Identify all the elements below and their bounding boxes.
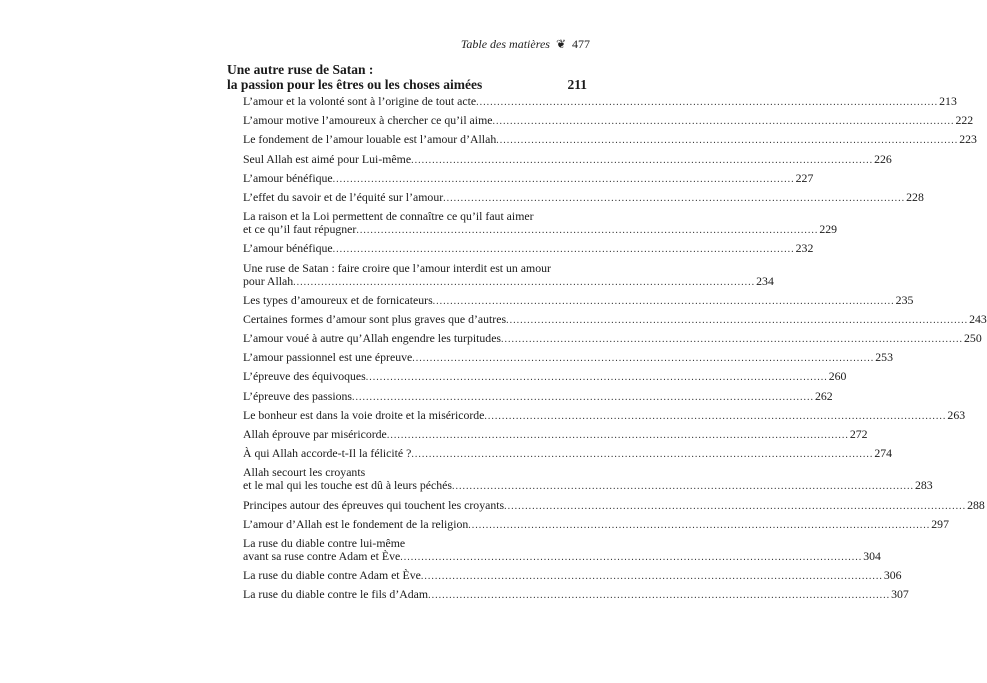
toc-entry-page: 243 <box>969 311 987 326</box>
running-header-title: Table des matières <box>460 37 550 51</box>
toc-entry-page: 306 <box>883 568 902 583</box>
toc-entry-title: L’amour bénéfique <box>243 241 333 256</box>
toc-entry-title: L’amour passionnel est une épreuve <box>243 350 413 365</box>
toc-entry[interactable] <box>243 350 893 365</box>
toc-entry-title: L’amour voué à autre qu’Allah engendre les turpitudes <box>243 331 502 346</box>
dot-leader <box>428 589 890 602</box>
toc-entry-page: 213 <box>939 94 957 108</box>
toc-entry-page: 235 <box>895 292 914 307</box>
dot-leader <box>493 115 955 128</box>
toc-entry-page: 226 <box>874 151 892 166</box>
toc-entry-page: 223 <box>959 132 977 147</box>
toc-entry-title: Seul Allah est aimé pour Lui-même <box>243 151 412 166</box>
toc-entry-title: L’effet du savoir et de l’équité sur l’amour <box>243 189 444 204</box>
toc-entry-title: Le bonheur est dans la voie droite et la miséricorde <box>243 407 485 422</box>
toc-entry[interactable] <box>243 292 914 308</box>
dot-leader <box>421 570 883 583</box>
toc-entry-title-line: Une ruse de Satan : faire croire que l’amour interdit est un amour <box>243 260 551 275</box>
toc-entry-title: L’amour et la volonté sont à l’origine de tout acte <box>243 94 477 108</box>
toc-entry-page: 283 <box>915 478 933 493</box>
toc-entry-title-line: La raison et la Loi permettent de connaître ce qu’il faut aimer <box>243 209 534 224</box>
toc-entry-title: Allah éprouve par miséricorde <box>243 427 387 441</box>
dot-leader <box>411 448 873 461</box>
dot-leader <box>333 173 795 186</box>
dot-leader <box>366 371 828 384</box>
dot-leader <box>476 96 938 109</box>
toc-entry[interactable] <box>243 587 909 602</box>
dot-leader <box>468 519 930 532</box>
toc-entry-page: 304 <box>863 548 881 563</box>
toc-entry-page: 288 <box>967 497 985 512</box>
toc-entry-page: 250 <box>964 331 982 346</box>
dot-leader <box>400 551 862 564</box>
chapter-page: 211 <box>567 77 587 92</box>
table-of-contents <box>227 62 987 608</box>
dot-leader <box>443 192 905 205</box>
chapter-title-line-2: la passion pour les êtres ou les choses aimées <box>227 77 483 92</box>
toc-entry-title: Le fondement de l’amour louable est l’amour d’Allah <box>243 132 497 147</box>
dot-leader <box>411 154 873 167</box>
dot-leader <box>293 276 755 289</box>
toc-entry[interactable] <box>243 516 949 532</box>
toc-entry-page: 234 <box>756 273 774 288</box>
toc-entry[interactable] <box>243 388 833 404</box>
toc-entry-title: La ruse du diable contre le fils d’Adam <box>243 587 429 602</box>
toc-entry[interactable] <box>243 209 838 237</box>
toc-entry-page: 227 <box>795 170 814 185</box>
toc-entry-title: À qui Allah accorde-t-Il la félicité ? <box>243 446 412 461</box>
page-number: 477 <box>572 37 590 51</box>
dot-leader <box>501 333 963 346</box>
toc-entry-title-line: La ruse du diable contre lui-même <box>243 535 406 550</box>
toc-entry-page: 262 <box>815 388 833 403</box>
dot-leader <box>504 500 966 513</box>
dot-leader <box>496 134 958 147</box>
toc-entry-page: 297 <box>931 516 949 531</box>
toc-entry-page: 272 <box>849 427 868 441</box>
dot-leader <box>333 243 795 256</box>
toc-entry-title: L’amour motive l’amoureux à chercher ce qu’il aime <box>243 113 493 128</box>
toc-entry[interactable] <box>243 369 847 384</box>
toc-entry-title: et le mal qui les touche est dû à leurs péchés <box>243 478 452 493</box>
toc-entry-title: avant sa ruse contre Adam et Ève <box>243 548 401 563</box>
toc-entry[interactable] <box>243 568 902 583</box>
toc-entry-title: pour Allah <box>243 273 294 288</box>
toc-entry-page: 232 <box>795 241 814 256</box>
toc-entry-page: 253 <box>875 350 893 365</box>
toc-entry-title: L’épreuve des passions <box>243 388 352 403</box>
toc-entry-page: 228 <box>906 189 924 204</box>
toc-entry[interactable] <box>243 132 977 147</box>
dot-leader <box>352 391 814 404</box>
toc-entry[interactable] <box>243 260 774 289</box>
chapter-heading <box>227 62 587 92</box>
dot-leader <box>452 480 914 493</box>
toc-entry-title: Les types d’amoureux et de fornicateurs <box>243 292 433 307</box>
toc-entry[interactable] <box>243 446 893 461</box>
toc-entry[interactable] <box>243 311 987 327</box>
toc-entry-title: Certaines formes d’amour sont plus graves que d’autres <box>243 311 507 326</box>
toc-entry[interactable] <box>243 113 974 128</box>
toc-entry-title: Principes autour des épreuves qui touchent les croyants <box>243 497 505 512</box>
toc-entry[interactable] <box>243 331 982 346</box>
toc-entry[interactable] <box>243 151 892 167</box>
dot-leader <box>412 352 874 365</box>
toc-entry-page: 229 <box>819 222 838 237</box>
dot-leader <box>506 314 968 327</box>
toc-entry[interactable] <box>243 407 966 423</box>
toc-entry-title: L’amour d’Allah est le fondement de la religion <box>243 516 469 531</box>
toc-entry-title: L’amour bénéfique <box>243 170 333 185</box>
toc-entries <box>227 94 987 602</box>
toc-entry-page: 307 <box>891 587 909 602</box>
toc-entry[interactable] <box>243 535 881 564</box>
toc-entry-title: et ce qu’il faut répugner <box>243 222 357 237</box>
toc-entry[interactable] <box>243 427 868 442</box>
dot-leader <box>433 295 895 308</box>
toc-entry-title-line: Allah secourt les croyants <box>243 465 366 480</box>
toc-entry[interactable] <box>243 189 924 205</box>
toc-entry-title: La ruse du diable contre Adam et Ève <box>243 568 421 583</box>
dot-leader <box>356 224 818 237</box>
toc-entry-page: 263 <box>947 407 966 422</box>
running-header <box>430 37 590 52</box>
dot-leader <box>484 410 946 423</box>
toc-entry-page: 260 <box>828 369 847 384</box>
chapter-title-line-1: Une autre ruse de Satan : <box>227 62 374 77</box>
toc-entry-page: 222 <box>955 113 974 128</box>
toc-entry[interactable] <box>243 465 933 493</box>
toc-entry[interactable] <box>243 241 814 256</box>
toc-entry-title: L’épreuve des équivoques <box>243 369 366 384</box>
ornament-icon: ❦ <box>555 37 566 51</box>
toc-entry-page: 274 <box>874 446 893 461</box>
toc-entry[interactable] <box>243 497 985 513</box>
dot-leader <box>387 429 849 442</box>
toc-entry[interactable] <box>243 170 814 186</box>
toc-entry[interactable] <box>243 94 957 109</box>
